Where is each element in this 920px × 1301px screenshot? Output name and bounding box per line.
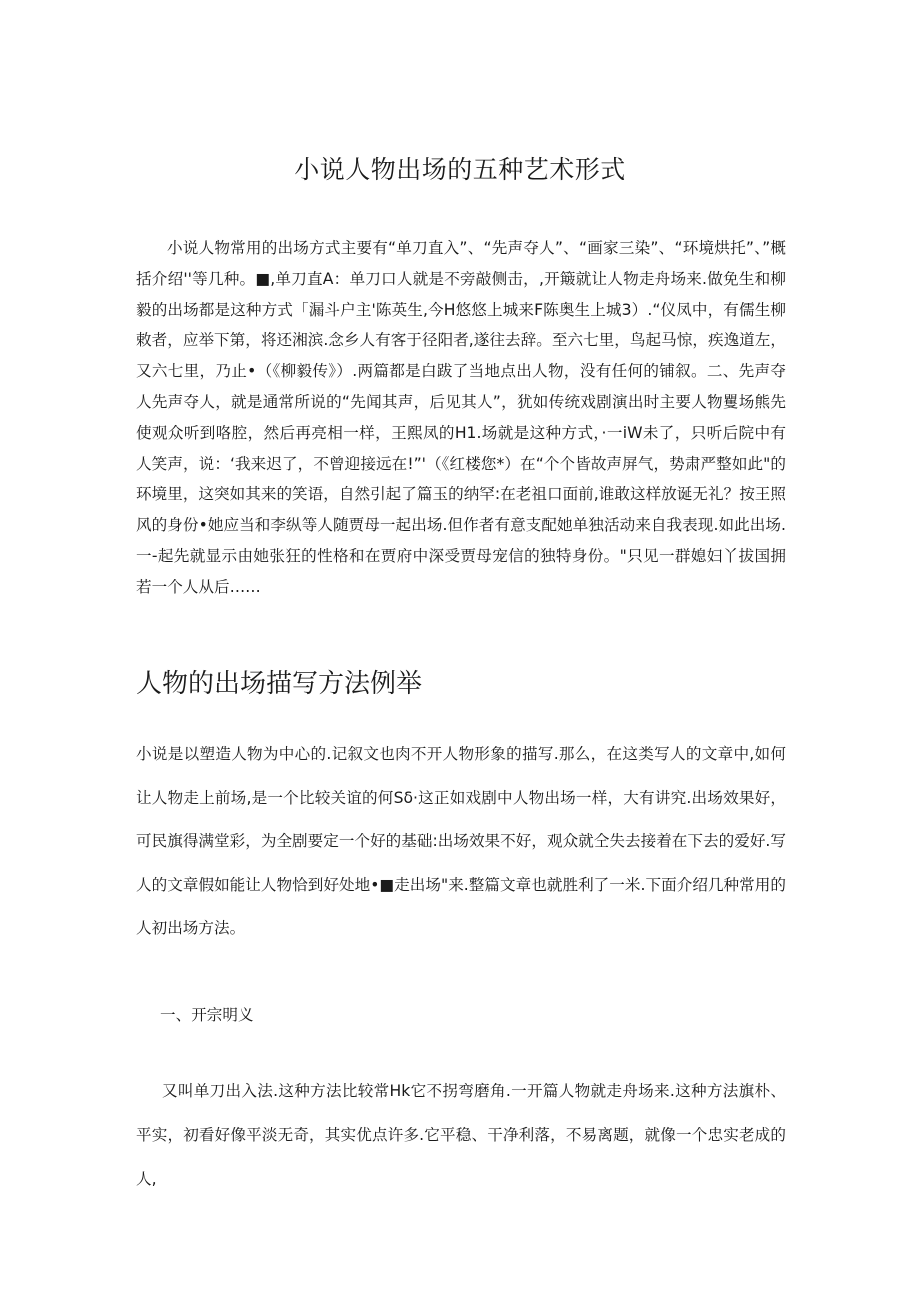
section-paragraph: 小说是以塑造人物为中心的.记叙文也肉不开人物形象的描写.那么，在这类写人的文章中,如何让人物走上前场,是一个比较关谊的何Sδ·这正如戏剧中人物出场一样，大有讲究.出场效果好，可民旗得满堂彩，为全剧要定一个好的基础:出场效果不好，观众就仝失去接着在下去的爱好.写人的文章假如能让人物恰到好处地•■走出场"来.整篇文章也就胜利了一米.下面介绍几种常用的人初出场方法。 — [136, 745, 786, 937]
subsection-paragraph: 又叫单刀出入法.这种方法比较常Hk它不拐弯磨角.一开篇人物就走舟场来.这种方法旗朴、平实，初看好像平淡无奇，其实优点许多.它平稳、干净利落，不易离题，就像一个忠实老成的人, — [136, 1082, 786, 1188]
intro-paragraph: 小说人物常用的出场方式主要有“单刀直入”、“先声夺人”、“画家三染”、“环境烘托”、”概括介绍''等几种。■,单刀直A：单刀口人就是不旁敲侧击，,开簸就让人物走舟场来.做免生和柳毅的出场都是这种方式「漏斗户主'陈英生,今H悠悠上城来F陈奥生上城3）.“仪凤中，有儒生柳敕者，应举下第，将还湘滨.念乡人有客于径阳者,遂往去辞。至六七里，鸟起马惊，疾逸道左，又六七里，乃止•（《柳毅传》）.两篇都是白跋了当地点出人物，没有任何的铺叙。二、先声夺人先声夺人，就是通常所说的“先闻其声，后见其人”，犹如传统戏剧演出时主要人物矍场熊先使观众听到咯腔，然后再亮相一样，王熙凤的H1.场就是这种方式，·一iW未了，只听后院中有人笑声，说：‘我来迟了，不曾迎接远在!”'（《红楼您*）在“个个皆故声屏气，势肃严整如此"的环境里，这突如其来的笑语，自然引起了篇玉的纳罕:在老祖口面前,谁敢这样放诞无礼？按王照风的身份•她应当和李纵等人随贾母一起出场.但作者有意支配她单独活动来自我表现.如此出场.一-起先就显示由她张狂的性格和在贾府中深受贾母宠信的独特身份。"只见一群媳妇丫拔国拥若一个人从后…… — [136, 239, 786, 596]
document-title: 小说人物出场的五种艺术形式 — [294, 155, 626, 184]
subsection-heading: 一、开宗明义 — [160, 1006, 254, 1024]
section-heading: 人物的出场描写方法例举 — [136, 669, 423, 699]
